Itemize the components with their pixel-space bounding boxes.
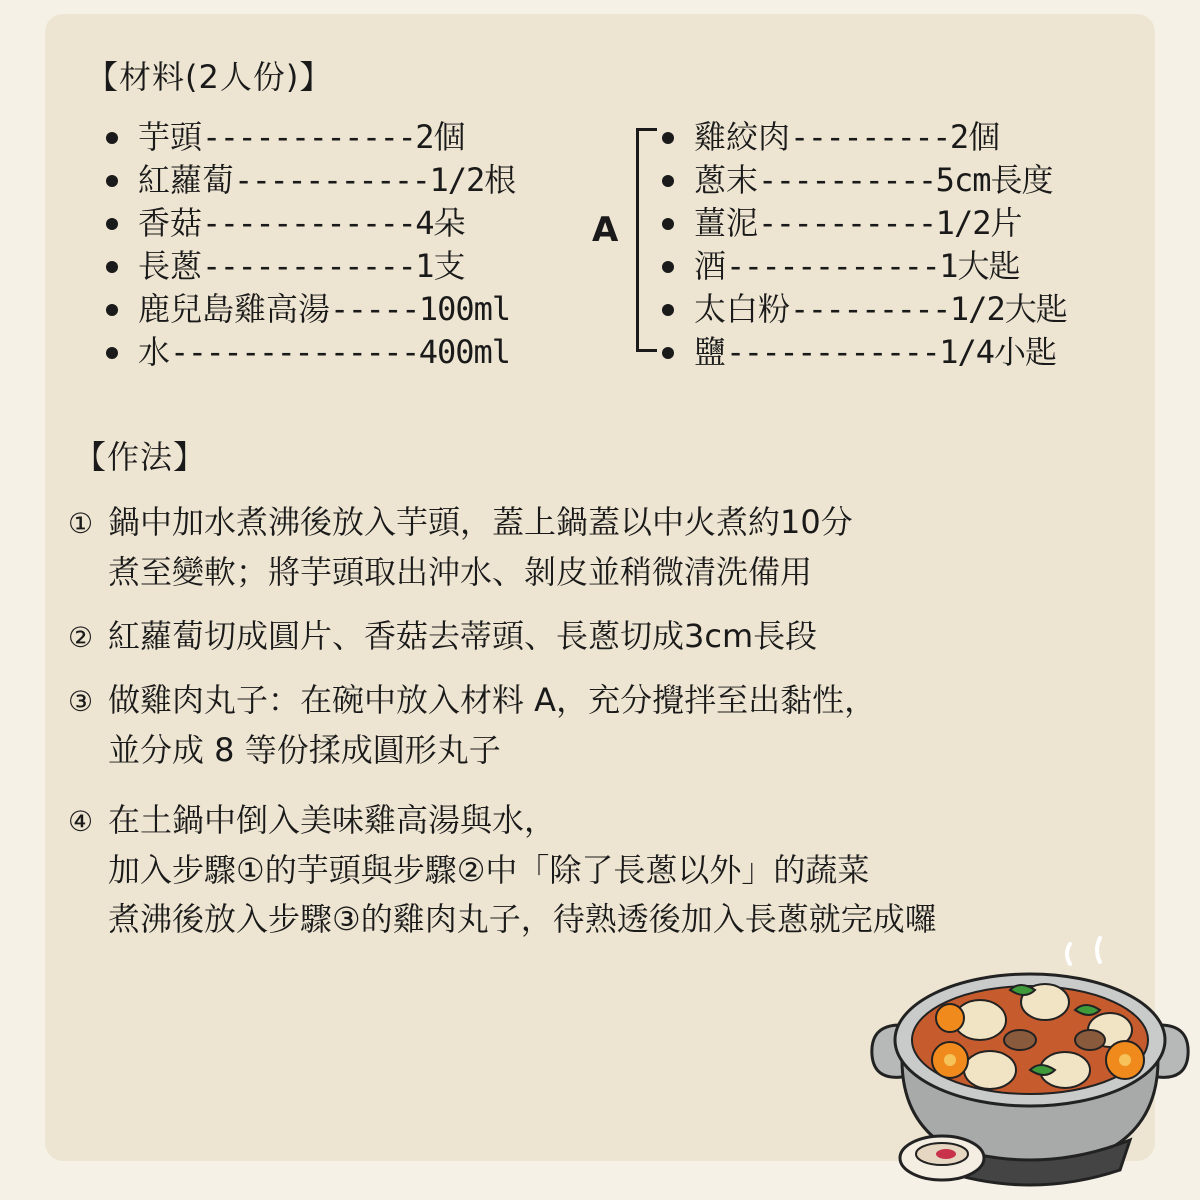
list-item: 鹿兒島雞高湯-----100ml (96, 288, 515, 331)
step-2 (68, 612, 817, 662)
step-text: 做雞肉丸子：在碗中放入材料 A，充分攪拌至出黏性， (108, 681, 877, 719)
bullet-icon (106, 132, 118, 144)
bullet-icon (662, 304, 674, 316)
bullet-icon (662, 175, 674, 187)
ingredient-list-a (652, 116, 1067, 374)
list-item: 鹽------------1/4小匙 (652, 331, 1067, 374)
step-3 (68, 676, 876, 775)
step-4 (68, 796, 937, 944)
list-item: 香菇------------4朵 (96, 202, 515, 245)
bullet-icon (106, 304, 118, 316)
list-item: 薑泥----------1/2片 (652, 202, 1067, 245)
step-number: ③ (68, 685, 94, 718)
step-number: ① (68, 507, 94, 540)
group-label: A (592, 210, 619, 250)
bullet-icon (106, 261, 118, 273)
list-item: 酒------------1大匙 (652, 245, 1067, 288)
method-title: 【作法】 (74, 438, 207, 476)
list-item: 紅蘿蔔-----------1/2根 (96, 159, 515, 202)
list-item: 水--------------400ml (96, 331, 515, 374)
list-item: 長蔥------------1支 (96, 245, 515, 288)
bullet-icon (106, 218, 118, 230)
step-text: 紅蘿蔔切成圓片、香菇去蒂頭、長蔥切成3cm長段 (108, 617, 818, 655)
step-text: 煮至變軟；將芋頭取出沖水、剝皮並稍微清洗備用 (108, 553, 813, 591)
step-1 (68, 498, 853, 597)
bullet-icon (662, 132, 674, 144)
step-text: 在土鍋中倒入美味雞高湯與水， (108, 801, 557, 839)
ingredient-list-main (96, 116, 515, 374)
list-item: 蔥末----------5cm長度 (652, 159, 1067, 202)
hot-pot-icon (860, 930, 1200, 1200)
step-text: 加入步驟①的芋頭與步驟②中「除了長蔥以外」的蔬菜 (108, 851, 870, 889)
step-number: ② (68, 621, 94, 654)
bullet-icon (662, 218, 674, 230)
step-text: 鍋中加水煮沸後放入芋頭，蓋上鍋蓋以中火煮約10分 (108, 503, 853, 541)
materials-title: 【材料(2人份)】 (86, 58, 333, 96)
bullet-icon (662, 347, 674, 359)
step-number: ④ (68, 805, 94, 838)
step-text: 煮沸後放入步驟③的雞肉丸子，待熟透後加入長蔥就完成囉 (108, 900, 937, 938)
list-item: 太白粉---------1/2大匙 (652, 288, 1067, 331)
bullet-icon (662, 261, 674, 273)
bullet-icon (106, 347, 118, 359)
list-item: 芋頭------------2個 (96, 116, 515, 159)
list-item: 雞絞肉---------2個 (652, 116, 1067, 159)
bullet-icon (106, 175, 118, 187)
step-text: 並分成 8 等份揉成圓形丸子 (108, 731, 501, 769)
